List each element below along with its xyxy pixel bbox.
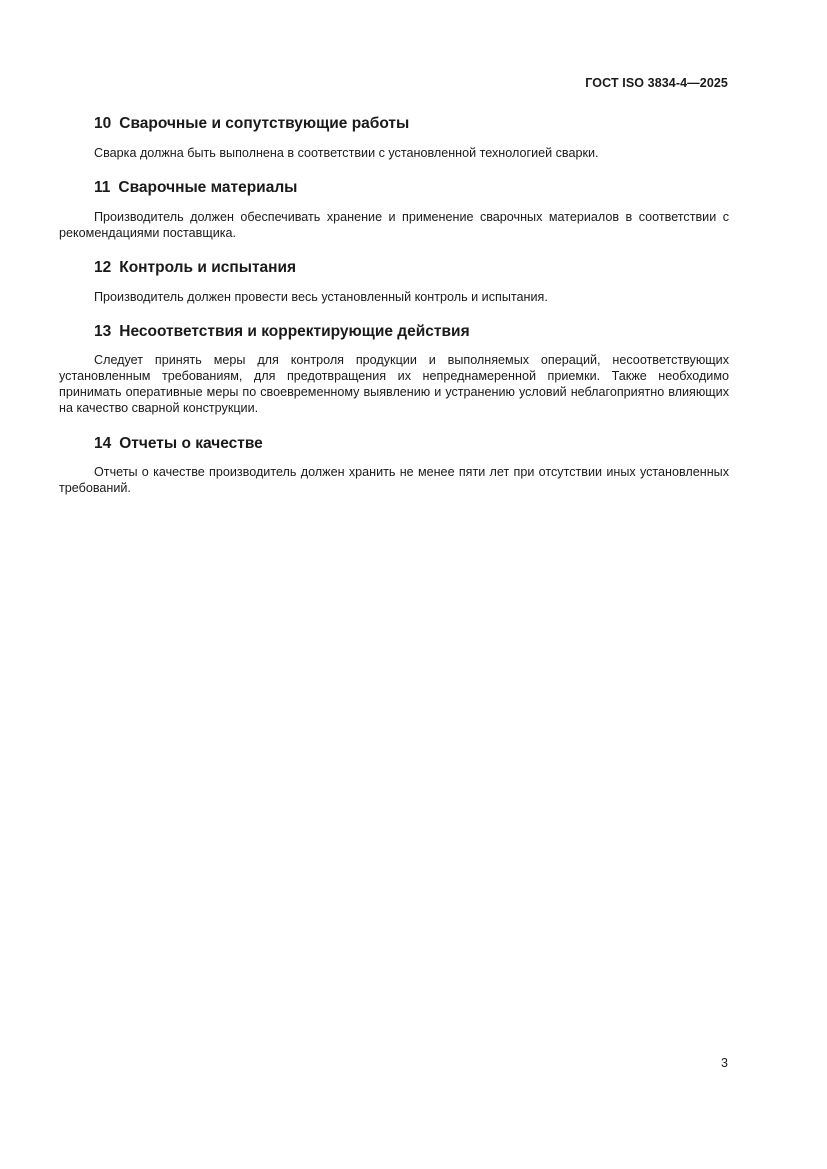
section-number: 10 bbox=[94, 115, 112, 132]
section-paragraph: Сварка должна быть выполнена в соответствии с установленной технологией сварки. bbox=[94, 146, 599, 160]
section-number: 11 bbox=[94, 179, 111, 196]
section-title: Несоответствия и корректирующие действия bbox=[119, 323, 470, 340]
section-heading bbox=[94, 178, 729, 198]
document-body bbox=[59, 114, 729, 496]
section-12 bbox=[59, 258, 729, 305]
section-heading bbox=[94, 114, 729, 134]
section-11 bbox=[59, 178, 729, 241]
section-heading bbox=[94, 258, 729, 278]
section-number: 14 bbox=[94, 435, 112, 452]
section-14 bbox=[59, 434, 729, 496]
section-paragraph: Производитель должен провести весь установленный контроль и испытания. bbox=[94, 290, 548, 304]
section-paragraph: Производитель должен обеспечивать хранение и применение сварочных материалов в соответствии с рекомендациями поставщика. bbox=[59, 210, 729, 240]
section-title: Контроль и испытания bbox=[119, 259, 297, 276]
section-title: Сварочные материалы bbox=[118, 179, 298, 196]
page-number: 3 bbox=[721, 1056, 728, 1070]
section-title: Сварочные и сопутствующие работы bbox=[119, 115, 410, 132]
section-10 bbox=[59, 114, 729, 161]
section-number: 12 bbox=[94, 259, 112, 276]
section-13 bbox=[59, 322, 729, 416]
section-heading bbox=[94, 322, 729, 342]
section-number: 13 bbox=[94, 323, 112, 340]
document-header: ГОСТ ISO 3834-4—2025 bbox=[585, 76, 728, 90]
section-heading bbox=[94, 434, 729, 454]
section-paragraph: Следует принять меры для контроля продукции и выполняемых операций, несоответствующих установленным требованиям, для предотвращения их непреднамеренной приемки. Также необходимо принимать оперативные меры по своевременному выявлению и устранению условий неблагоприятно влияющих на качество сварной конструкции. bbox=[59, 353, 729, 415]
section-paragraph: Отчеты о качестве производитель должен хранить не менее пяти лет при отсутствии иных установленных требований. bbox=[59, 465, 729, 495]
section-title: Отчеты о качестве bbox=[119, 435, 263, 452]
